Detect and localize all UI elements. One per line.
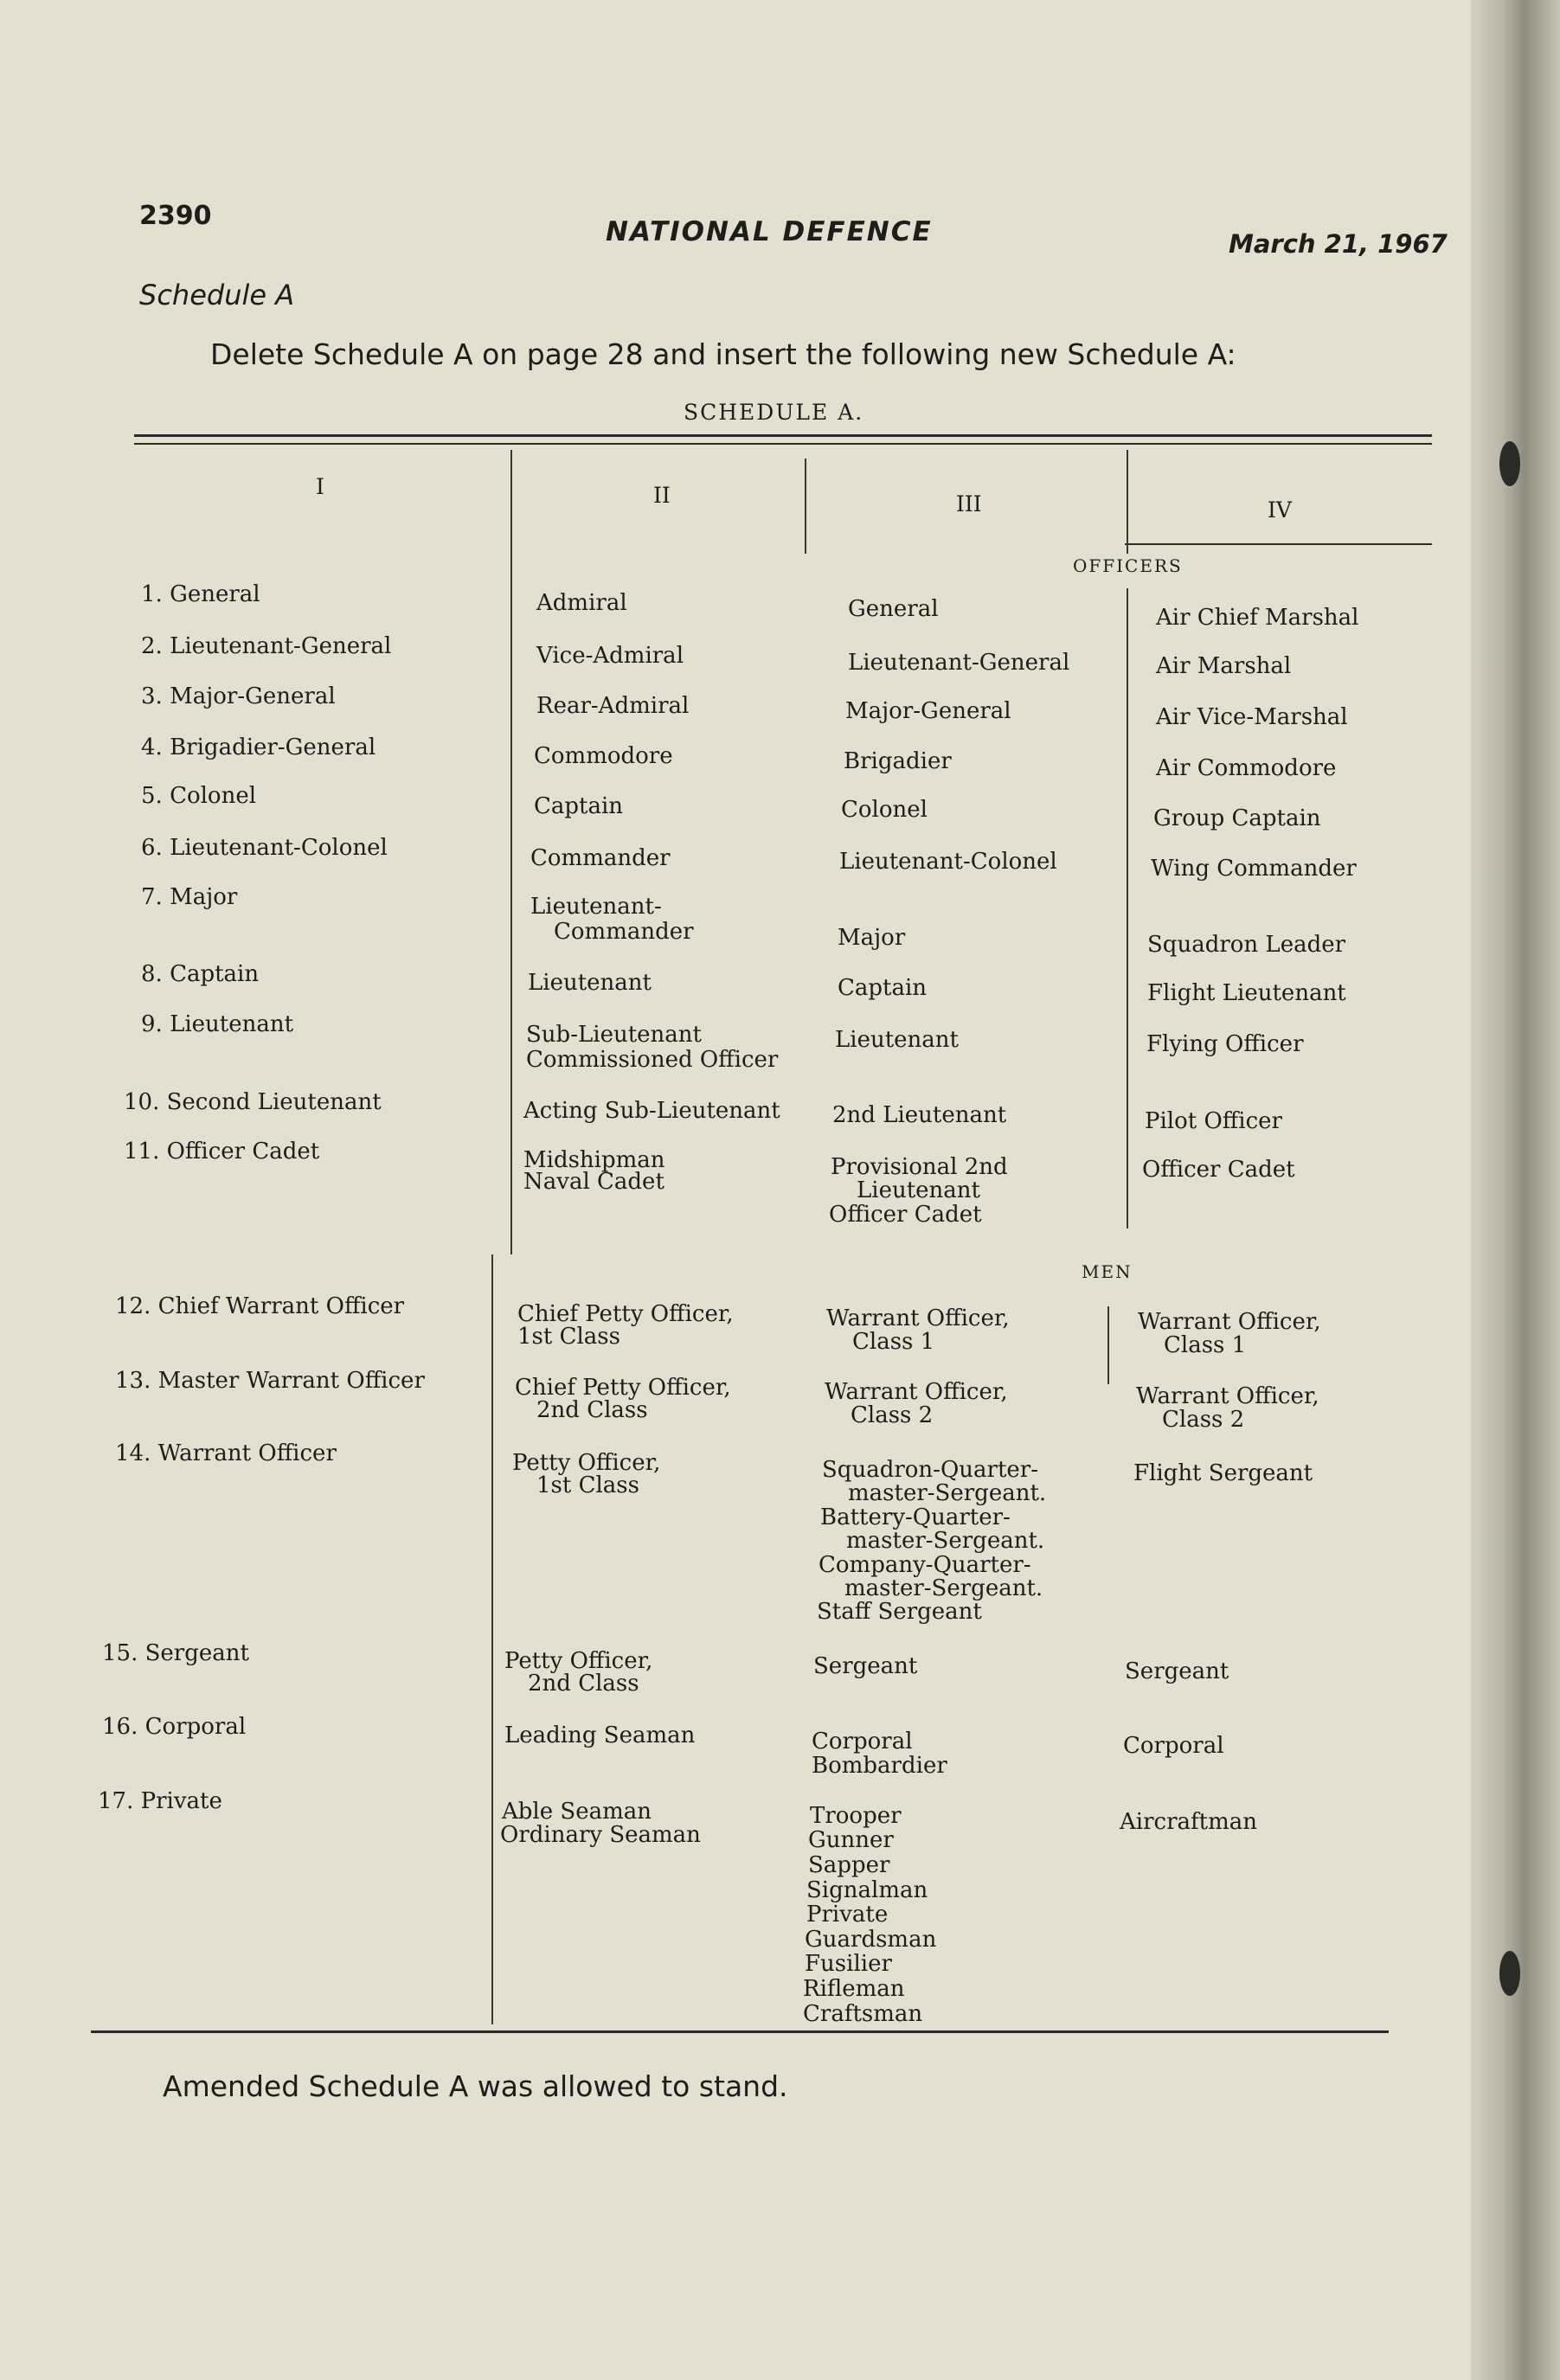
col3-line: Trooper — [810, 1803, 902, 1829]
col1-row: 8. Captain — [141, 961, 260, 987]
col3-line: Bombardier — [812, 1753, 947, 1779]
col2-line: Midshipman — [523, 1147, 665, 1173]
col3-line: Signalman — [806, 1877, 928, 1903]
col2-line: Leading Seaman — [504, 1722, 696, 1748]
col2-line: Lieutenant — [528, 970, 652, 996]
col2-line: 2nd Class — [528, 1671, 639, 1697]
col3-line: Sapper — [808, 1852, 890, 1878]
col-head-4: IV — [1268, 497, 1292, 523]
col2-line: Chief Petty Officer, — [517, 1301, 734, 1327]
col3-line: Staff Sergeant — [817, 1599, 982, 1625]
page-number: 2390 — [139, 201, 212, 231]
col2-line: Able Seaman — [502, 1799, 652, 1825]
col4-line: Warrant Officer, — [1138, 1309, 1321, 1335]
binder-ring-top — [1499, 441, 1520, 486]
col3-line: Brigadier — [844, 748, 952, 774]
vertical-rule-3c — [1107, 1306, 1109, 1384]
col3-line: Battery-Quarter- — [820, 1504, 1011, 1530]
vertical-rule-1b — [491, 1254, 493, 2024]
table-title: SCHEDULE A. — [684, 400, 864, 425]
col1-row: 7. Major — [141, 884, 238, 910]
men-label: MEN — [1082, 1261, 1133, 1282]
col-head-2: II — [653, 483, 671, 508]
col2-line: Sub-Lieutenant — [526, 1022, 702, 1048]
col4-line: Corporal — [1123, 1733, 1224, 1759]
vertical-rule-2 — [805, 459, 806, 554]
col3-line: Warrant Officer, — [826, 1305, 1010, 1331]
col1-row: 3. Major-General — [141, 683, 336, 709]
officers-label: OFFICERS — [1073, 555, 1183, 576]
col4-line: Air Chief Marshal — [1156, 605, 1359, 631]
col1-row: 1. General — [141, 581, 260, 607]
binder-ring-bottom — [1499, 1951, 1520, 1996]
schedule-label: Schedule A — [139, 279, 295, 311]
col3-line: Guardsman — [805, 1927, 937, 1953]
col3-line: master-Sergeant. — [846, 1528, 1045, 1554]
col2-line: Acting Sub-Lieutenant — [523, 1098, 780, 1124]
col2-line: Captain — [534, 793, 624, 819]
col2-line: Commissioned Officer — [526, 1047, 779, 1073]
col2-line: 1st Class — [536, 1472, 639, 1498]
col2-line: Lieutenant- — [530, 894, 662, 920]
col3-line: Warrant Officer, — [825, 1379, 1008, 1405]
col4-line: Class 1 — [1164, 1332, 1247, 1358]
table-top-rule — [134, 434, 1432, 437]
col3-line: Squadron-Quarter- — [822, 1457, 1038, 1483]
col3-line: Gunner — [808, 1827, 894, 1853]
col4-line: Flight Sergeant — [1133, 1460, 1313, 1486]
col1-row: 12. Chief Warrant Officer — [115, 1293, 405, 1319]
col1-row: 6. Lieutenant-Colonel — [141, 835, 388, 861]
col3-line: Fusilier — [805, 1951, 892, 1977]
col2-line: Chief Petty Officer, — [515, 1375, 731, 1401]
col2-line: Commander — [530, 845, 671, 871]
col2-line: Petty Officer, — [504, 1648, 653, 1674]
col4-line: Officer Cadet — [1142, 1157, 1295, 1183]
col2-line: Ordinary Seaman — [500, 1822, 701, 1848]
col4-line: Class 2 — [1162, 1407, 1245, 1433]
col3-line: Provisional 2nd — [831, 1154, 1008, 1180]
col-head-3: III — [956, 491, 982, 516]
col3-line: Lieutenant — [835, 1027, 959, 1053]
col3-line: Captain — [838, 975, 928, 1001]
col2-line: Admiral — [536, 590, 627, 616]
footer-text: Amended Schedule A was allowed to stand. — [163, 2069, 788, 2103]
col3-line: Lieutenant-Colonel — [839, 849, 1057, 875]
col1-row: 15. Sergeant — [102, 1640, 249, 1666]
col3-line: Major-General — [845, 698, 1011, 724]
col1-row: 9. Lieutenant — [141, 1011, 294, 1037]
col2-line: Vice-Admiral — [536, 643, 684, 669]
col4-line: Pilot Officer — [1145, 1108, 1282, 1134]
vertical-rule-3a — [1127, 450, 1128, 554]
col1-row: 4. Brigadier-General — [141, 735, 376, 760]
col1-row: 11. Officer Cadet — [124, 1139, 320, 1164]
col1-row: 14. Warrant Officer — [115, 1440, 337, 1466]
col3-line: Lieutenant-General — [848, 650, 1070, 676]
col1-row: 10. Second Lieutenant — [124, 1089, 382, 1115]
col2-line: Commodore — [534, 743, 673, 769]
col4-line: Wing Commander — [1151, 856, 1357, 882]
col3-line: Lieutenant — [857, 1177, 980, 1203]
col3-line: Colonel — [841, 797, 928, 823]
col4-line: Group Captain — [1153, 805, 1321, 831]
col3-line: Sergeant — [813, 1653, 918, 1679]
col2-line: Rear-Admiral — [536, 693, 690, 719]
vertical-rule-1 — [510, 450, 512, 1254]
col1-row: 2. Lieutenant-General — [141, 633, 392, 659]
table-top-rule-2 — [134, 443, 1432, 445]
table-bottom-rule — [91, 2030, 1389, 2033]
col3-line: Major — [838, 925, 906, 951]
col2-line: 1st Class — [517, 1324, 620, 1350]
col3-line: master-Sergeant. — [844, 1575, 1043, 1601]
col3-line: 2nd Lieutenant — [832, 1102, 1007, 1128]
col3-line: Officer Cadet — [829, 1202, 982, 1228]
col3-line: Rifleman — [803, 1976, 905, 2002]
col2-line: 2nd Class — [536, 1397, 648, 1423]
col3-line: Craftsman — [803, 2001, 923, 2027]
col1-row: 5. Colonel — [141, 783, 257, 809]
col4-line: Sergeant — [1125, 1658, 1229, 1684]
col3-line: Company-Quarter- — [819, 1552, 1031, 1578]
col4-line: Air Vice-Marshal — [1156, 704, 1348, 730]
col4-line: Warrant Officer, — [1136, 1383, 1319, 1409]
col2-line: Petty Officer, — [512, 1450, 661, 1476]
col2-line: Naval Cadet — [523, 1169, 664, 1195]
col4-line: Flight Lieutenant — [1147, 980, 1346, 1006]
col4-line: Squadron Leader — [1147, 932, 1346, 958]
binding-edge — [1471, 0, 1560, 2380]
vertical-rule-3b — [1127, 588, 1128, 1228]
col2-line: Commander — [554, 919, 694, 945]
col1-row: 16. Corporal — [102, 1714, 247, 1740]
page-date: March 21, 1967 — [1229, 229, 1448, 259]
running-title: NATIONAL DEFENCE — [606, 216, 933, 247]
col4-line: Flying Officer — [1146, 1031, 1304, 1057]
col4-line: Aircraftman — [1120, 1809, 1257, 1835]
col1-row: 13. Master Warrant Officer — [115, 1368, 425, 1394]
col4-line: Air Marshal — [1156, 653, 1292, 679]
col-head-1: I — [316, 474, 324, 499]
col3-line: Private — [806, 1902, 889, 1928]
col3-line: Corporal — [812, 1729, 913, 1755]
col1-row: 17. Private — [98, 1788, 222, 1814]
intro-text: Delete Schedule A on page 28 and insert the following new Schedule A: — [210, 337, 1236, 371]
col4-line: Air Commodore — [1156, 755, 1337, 781]
col3-line: General — [848, 596, 939, 622]
col3-line: master-Sergeant. — [848, 1480, 1047, 1506]
col4-header-rule — [1125, 543, 1432, 545]
col3-line: Class 1 — [852, 1329, 935, 1355]
col3-line: Class 2 — [851, 1402, 934, 1428]
